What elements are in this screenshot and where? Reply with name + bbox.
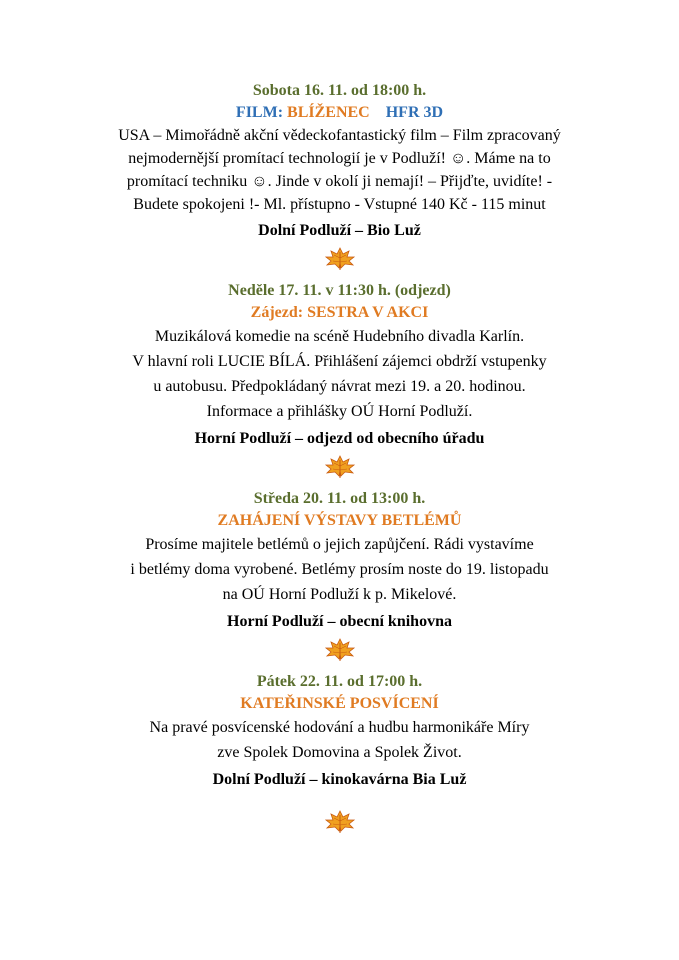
event-title: KATEŘINSKÉ POSVÍCENÍ: [240, 695, 439, 712]
event-title: Zájezd: SESTRA V AKCI: [250, 304, 429, 321]
event-place: Dolní Podluží – kinokavárna Bia Luž: [212, 771, 467, 788]
event-title-suffix: HFR 3D: [385, 104, 444, 121]
description-line: i betlémy doma vyrobené. Betlémy prosím noste do 19. listopadu: [130, 561, 549, 578]
description-line: Budete spokojeni !- Ml. přístupno - Vstupné 140 Kč - 115 minut: [133, 196, 546, 213]
autumn-leaf-icon: [320, 454, 360, 480]
description-line: V hlavní roli LUCIE BÍLÁ. Přihlášení zájemci obdrží vstupenky: [132, 353, 547, 370]
event-date: Neděle 17. 11. v 11:30 h. (odjezd): [228, 282, 451, 299]
event-description: [0, 715, 679, 765]
description-line: promítací techniku ☺. Jinde v okolí ji nemají! – Přijďte, uvidíte! -: [126, 173, 553, 190]
event-place: Horní Podluží – obecní knihovna: [227, 613, 452, 630]
event-program: [0, 70, 679, 835]
event-vystava-betlemu: [0, 488, 679, 663]
description-line: Muzikálová komedie na scéně Hudebního divadla Karlín.: [154, 328, 525, 345]
event-place: Dolní Podluží – Bio Luž: [258, 222, 421, 239]
event-description: [0, 324, 679, 424]
event-title: ZAHÁJENÍ VÝSTAVY BETLÉMŮ: [217, 512, 462, 529]
event-date: Středa 20. 11. od 13:00 h.: [253, 490, 426, 507]
event-film-blizenec: [0, 80, 679, 272]
event-date: Sobota 16. 11. od 18:00 h.: [252, 82, 427, 99]
description-line: u autobusu. Předpokládaný návrat mezi 19. a 20. hodinou.: [153, 378, 526, 395]
description-line: nejmodernější promítací technologií je v Podluží! ☺. Máme na to: [128, 150, 551, 167]
autumn-leaf-icon: [320, 637, 360, 663]
event-date: Pátek 22. 11. od 17:00 h.: [256, 673, 423, 690]
description-line: na OÚ Horní Podluží k p. Mikelové.: [222, 586, 457, 603]
event-place: Horní Podluží – odjezd od obecního úřadu: [194, 430, 485, 447]
event-description: [0, 532, 679, 607]
event-title-main: BLÍŽENEC: [287, 104, 370, 121]
autumn-leaf-icon: [320, 246, 360, 272]
description-line: Na pravé posvícenské hodování a hudbu harmonikáře Míry: [149, 719, 530, 736]
event-title: [0, 102, 679, 124]
description-line: USA – Mimořádně akční vědeckofantastický film – Film zpracovaný: [118, 127, 561, 144]
event-description: [0, 124, 679, 216]
event-zajezd-sestra: [0, 280, 679, 480]
autumn-leaf-icon: [320, 809, 360, 835]
description-line: Prosíme majitele betlémů o jejich zapůjčení. Rádi vystavíme: [145, 536, 534, 553]
description-line: zve Spolek Domovina a Spolek Život.: [217, 744, 462, 761]
description-line: Informace a přihlášky OÚ Horní Podluží.: [206, 403, 473, 420]
event-title-prefix: FILM:: [235, 104, 288, 121]
event-katerinske-posviceni: [0, 671, 679, 835]
